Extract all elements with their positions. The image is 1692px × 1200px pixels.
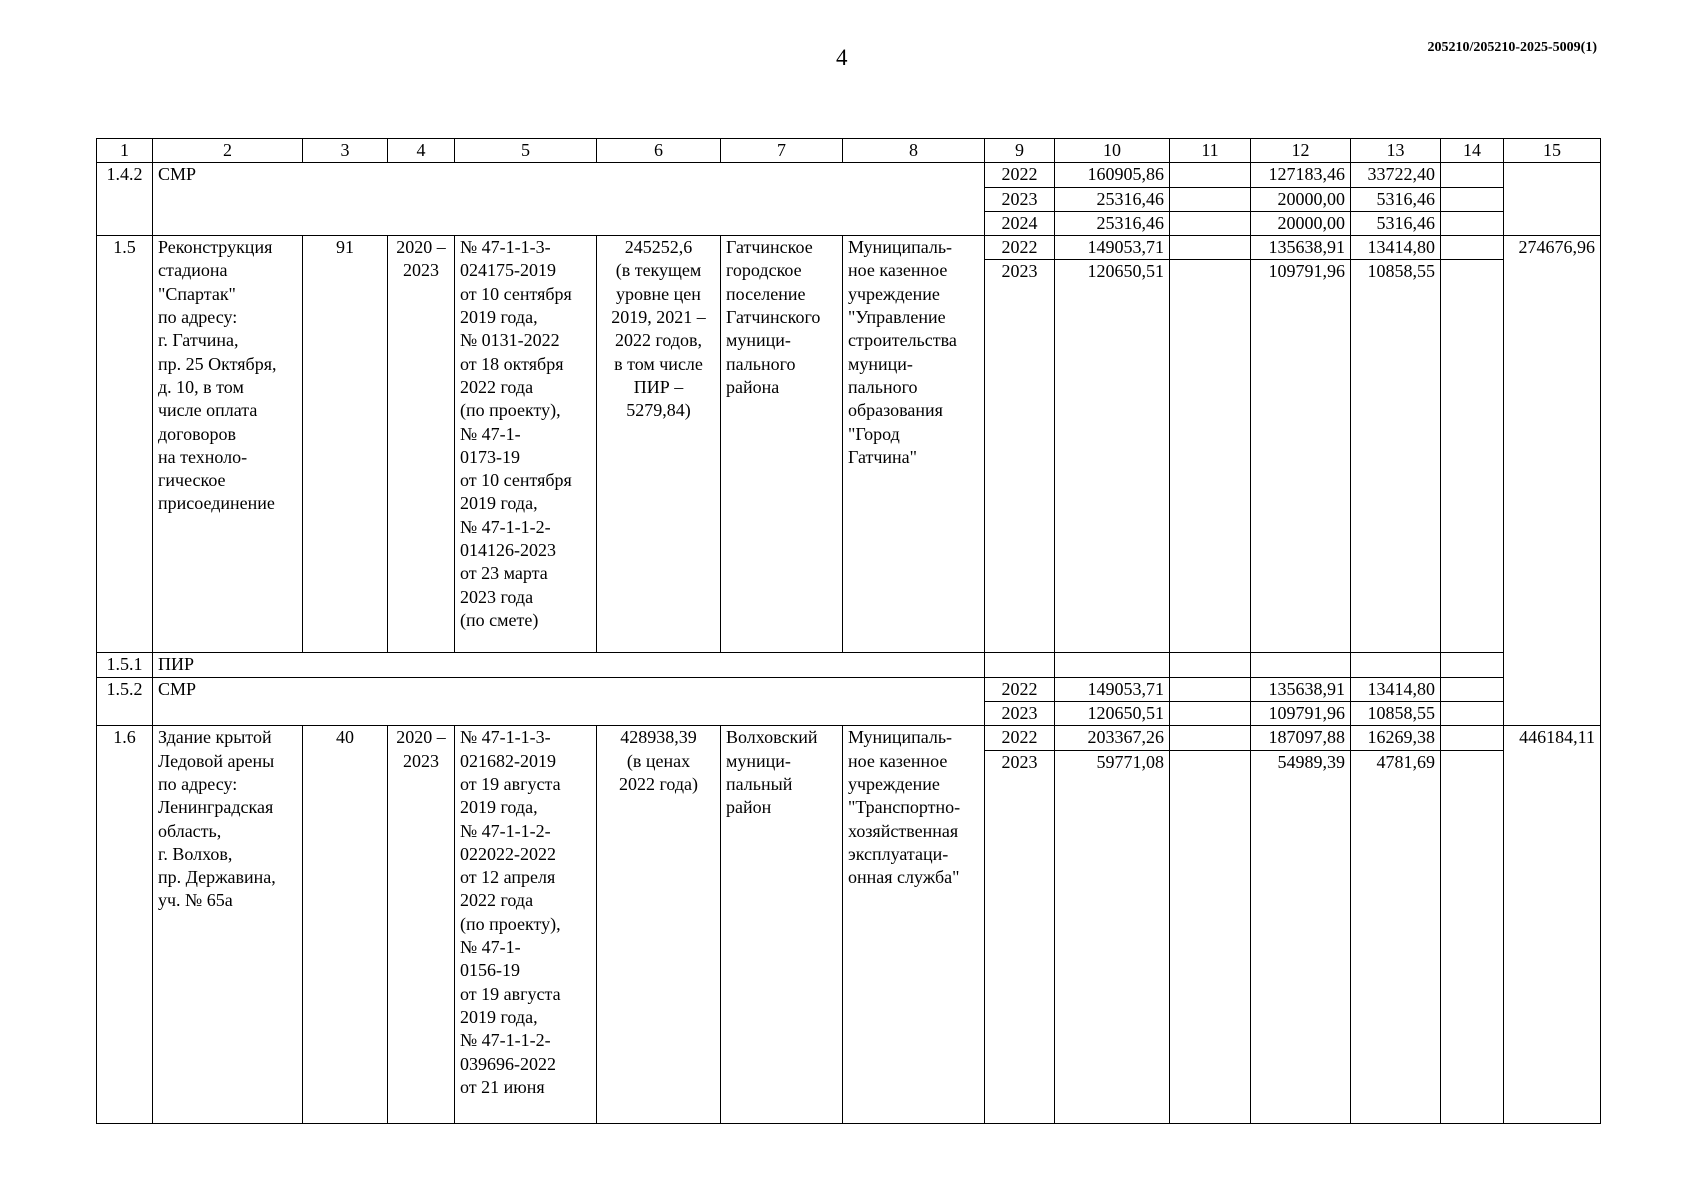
local-budget-cell: 13414,80	[1351, 236, 1441, 260]
empty-cell	[1441, 726, 1504, 750]
empty-cell	[1441, 187, 1504, 211]
year-cell: 2023	[985, 260, 1055, 653]
empty-cell	[1170, 750, 1251, 1123]
empty-cell	[1170, 187, 1251, 211]
empty-cell	[1504, 163, 1601, 236]
year-cell: 2022	[985, 163, 1055, 187]
object-name: Здание крытой Ледовой арены по адресу: Ленинградская область, г. Волхов, пр. Державина, уч. № 65а	[153, 726, 303, 1123]
empty-cell	[1170, 163, 1251, 187]
object-name: Реконструкция стадиона "Спартак" по адресу: г. Гатчина, пр. 25 Октября, д. 10, в том числе оплата договоров на техноло- гическое присоединение	[153, 236, 303, 653]
empty-cell	[1441, 236, 1504, 260]
regional-budget-cell: 20000,00	[1251, 211, 1351, 235]
expertise-cell: № 47-1-1-3- 024175-2019 от 10 сентября 2019 года, № 0131-2022 от 18 октября 2022 года (по проекту), № 47-1- 0173-19 от 10 сентября 2019 года, № 47-1-1-2- 014126-2023 от 23 марта 2023 года (по смете)	[455, 236, 597, 653]
total-cost-cell: 446184,11	[1504, 726, 1601, 1123]
row-number: 1.5.1	[97, 653, 153, 677]
total-cell: 203367,26	[1055, 726, 1170, 750]
empty-cell	[1441, 702, 1504, 726]
column-header: 6	[597, 139, 721, 163]
regional-budget-cell: 54989,39	[1251, 750, 1351, 1123]
column-header: 15	[1504, 139, 1601, 163]
total-cell: 149053,71	[1055, 677, 1170, 701]
municipality-cell: Гатчинское городское поселение Гатчинского муници- пального района	[721, 236, 843, 653]
table-row	[97, 163, 1601, 187]
year-cell: 2022	[985, 236, 1055, 260]
local-budget-cell: 13414,80	[1351, 677, 1441, 701]
year-cell: 2022	[985, 726, 1055, 750]
total-cell: 160905,86	[1055, 163, 1170, 187]
regional-budget-cell: 135638,91	[1251, 677, 1351, 701]
customer-cell: Муниципаль- ное казенное учреждение "Управление строительства муници- пального образования "Город Гатчина"	[843, 236, 985, 653]
column-header: 11	[1170, 139, 1251, 163]
table-row	[97, 653, 1601, 677]
estimated-cost-cell: 428938,39 (в ценах 2022 года)	[597, 726, 721, 1123]
customer-cell: Муниципаль- ное казенное учреждение "Транспортно- хозяйственная эксплуатаци- онная служба"	[843, 726, 985, 1123]
regional-budget-cell: 20000,00	[1251, 187, 1351, 211]
row-number: 1.6	[97, 726, 153, 1123]
empty-cell	[1170, 211, 1251, 235]
column-header: 9	[985, 139, 1055, 163]
empty-cell	[1170, 677, 1251, 701]
row-number: 1.5	[97, 236, 153, 653]
empty-cell	[1170, 260, 1251, 653]
year-cell: 2023	[985, 187, 1055, 211]
column-header: 1	[97, 139, 153, 163]
column-header: 2	[153, 139, 303, 163]
column-header: 5	[455, 139, 597, 163]
empty-cell	[1441, 260, 1504, 653]
local-budget-cell: 10858,55	[1351, 260, 1441, 653]
empty-cell	[1055, 653, 1170, 677]
empty-cell	[1351, 653, 1441, 677]
regional-budget-cell: 127183,46	[1251, 163, 1351, 187]
empty-cell	[985, 653, 1055, 677]
year-cell: 2024	[985, 211, 1055, 235]
capacity-cell: 91	[303, 236, 388, 653]
local-budget-cell: 5316,46	[1351, 187, 1441, 211]
municipality-cell: Волховский муници- пальный район	[721, 726, 843, 1123]
local-budget-cell: 16269,38	[1351, 726, 1441, 750]
column-header: 7	[721, 139, 843, 163]
column-header: 8	[843, 139, 985, 163]
column-header: 4	[388, 139, 455, 163]
table-row	[97, 726, 1601, 750]
total-cell: 149053,71	[1055, 236, 1170, 260]
period-cell: 2020 – 2023	[388, 726, 455, 1123]
regional-budget-cell: 109791,96	[1251, 260, 1351, 653]
budget-table	[96, 138, 1601, 1124]
total-cell: 25316,46	[1055, 211, 1170, 235]
empty-cell	[1170, 236, 1251, 260]
estimated-cost-cell: 245252,6 (в текущем уровне цен 2019, 2021 – 2022 годов, в том числе ПИР – 5279,84)	[597, 236, 721, 653]
empty-cell	[1441, 750, 1504, 1123]
year-cell: 2023	[985, 750, 1055, 1123]
empty-cell	[1441, 211, 1504, 235]
total-cell: 25316,46	[1055, 187, 1170, 211]
regional-budget-cell: 135638,91	[1251, 236, 1351, 260]
year-cell: 2022	[985, 677, 1055, 701]
empty-cell	[1441, 677, 1504, 701]
empty-cell	[1170, 653, 1251, 677]
total-cost-cell: 274676,96	[1504, 236, 1601, 726]
total-cell: 120650,51	[1055, 260, 1170, 653]
row-number: 1.5.2	[97, 677, 153, 726]
year-cell: 2023	[985, 702, 1055, 726]
table-row	[97, 677, 1601, 701]
column-header: 12	[1251, 139, 1351, 163]
empty-cell	[1251, 653, 1351, 677]
column-header: 3	[303, 139, 388, 163]
local-budget-cell: 10858,55	[1351, 702, 1441, 726]
page-number: 4	[836, 45, 848, 70]
empty-cell	[1170, 726, 1251, 750]
empty-cell	[1441, 163, 1504, 187]
total-cell: 59771,08	[1055, 750, 1170, 1123]
empty-cell	[1170, 702, 1251, 726]
column-header: 14	[1441, 139, 1504, 163]
capacity-cell: 40	[303, 726, 388, 1123]
row-name: СМР	[153, 677, 985, 726]
local-budget-cell: 4781,69	[1351, 750, 1441, 1123]
table-row	[97, 236, 1601, 260]
column-number-row	[97, 139, 1601, 163]
row-number: 1.4.2	[97, 163, 153, 236]
empty-cell	[1441, 653, 1504, 677]
total-cell: 120650,51	[1055, 702, 1170, 726]
row-name: ПИР	[153, 653, 985, 677]
local-budget-cell: 33722,40	[1351, 163, 1441, 187]
local-budget-cell: 5316,46	[1351, 211, 1441, 235]
regional-budget-cell: 109791,96	[1251, 702, 1351, 726]
period-cell: 2020 – 2023	[388, 236, 455, 653]
expertise-cell: № 47-1-1-3- 021682-2019 от 19 августа 2019 года, № 47-1-1-2- 022022-2022 от 12 апреля 2022 года (по проекту), № 47-1- 0156-19 от 19 августа 2019 года, № 47-1-1-2- 039696-2022 от 21 июня	[455, 726, 597, 1123]
row-name: СМР	[153, 163, 985, 236]
document-code: 205210/205210-2025-5009(1)	[1427, 40, 1597, 55]
column-header: 10	[1055, 139, 1170, 163]
regional-budget-cell: 187097,88	[1251, 726, 1351, 750]
column-header: 13	[1351, 139, 1441, 163]
